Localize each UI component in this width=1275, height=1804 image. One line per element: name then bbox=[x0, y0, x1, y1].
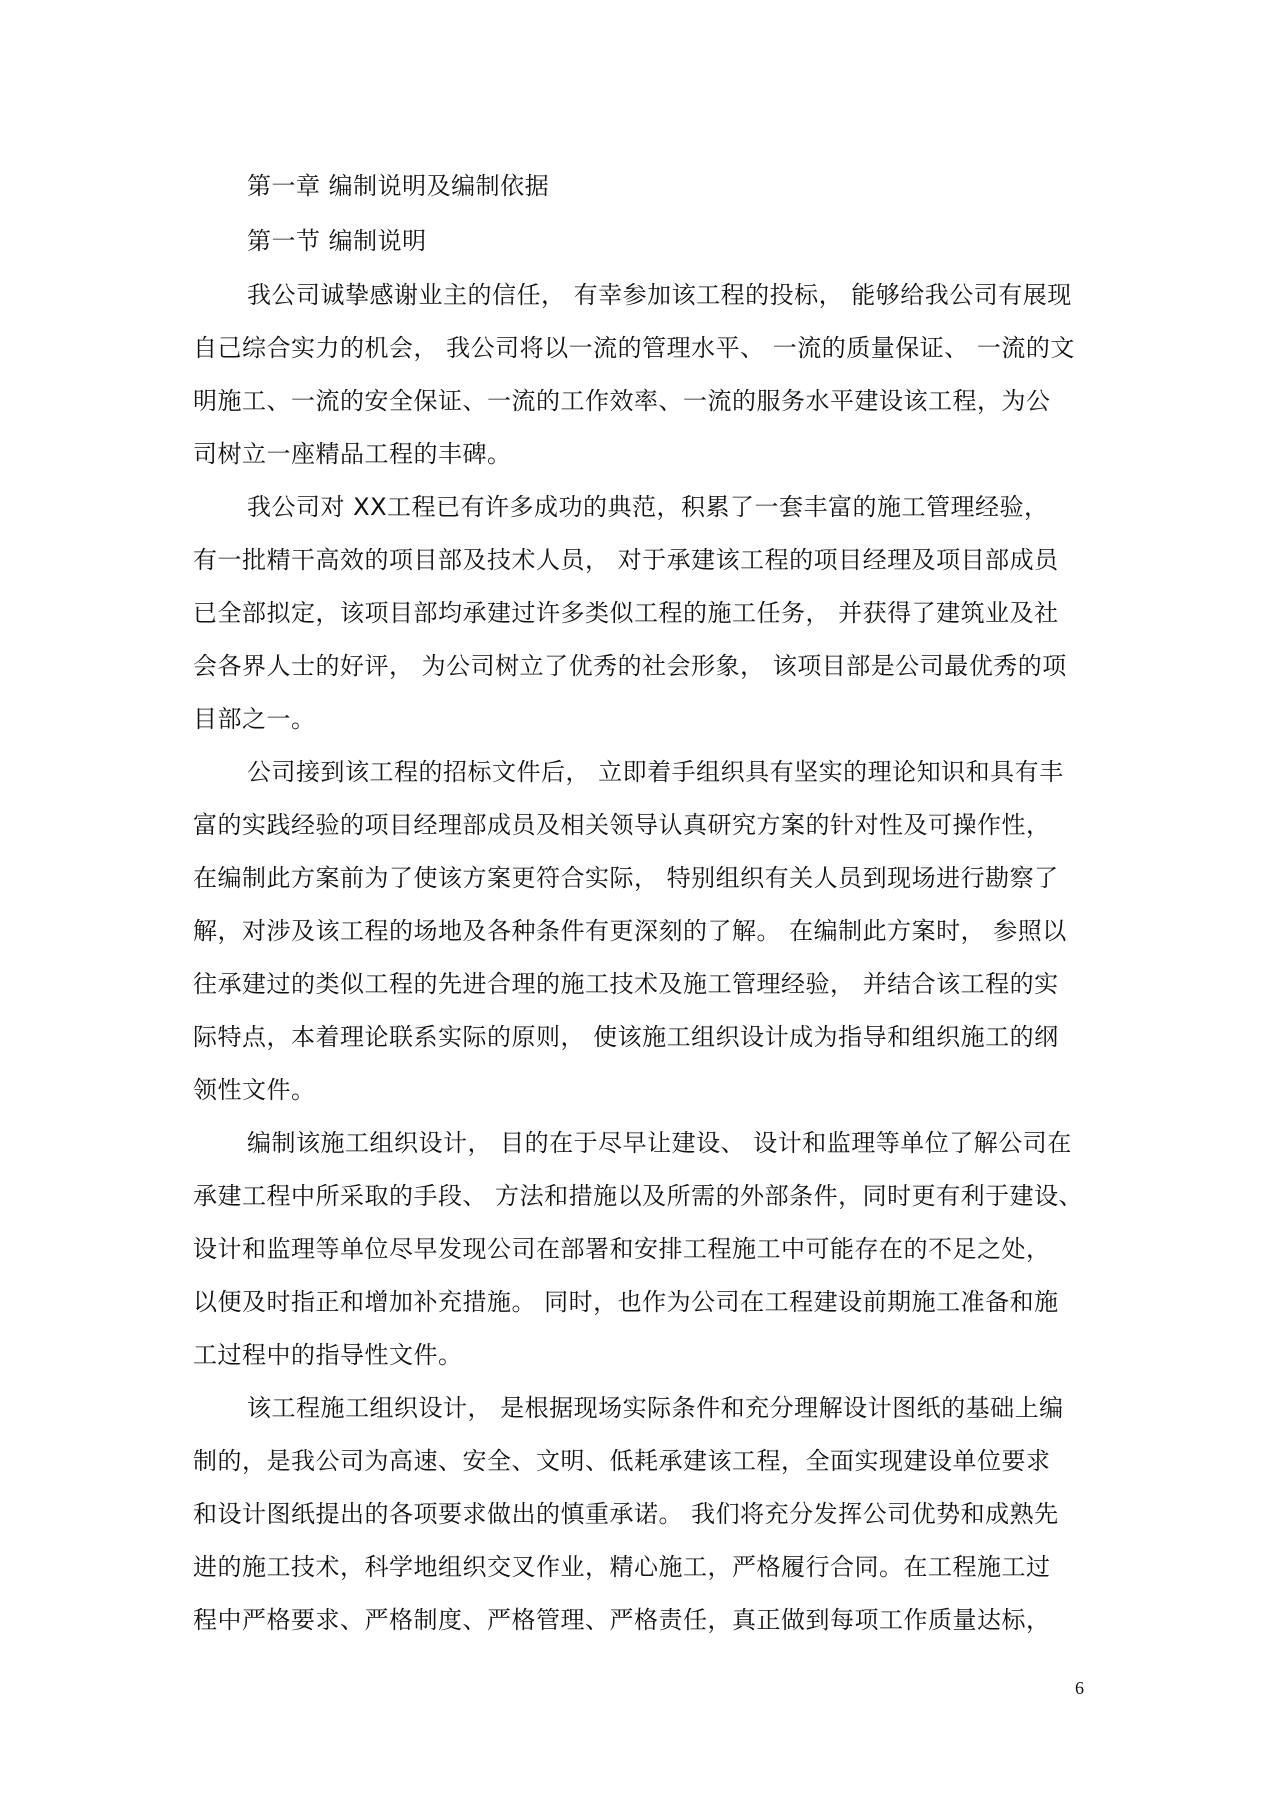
paragraph-line: 领性文件。 bbox=[193, 1076, 316, 1104]
paragraph-line: 我公司对 XX工程已有许多成功的典范，积累了一套丰富的施工管理经验， bbox=[247, 493, 1049, 521]
paragraph-line: 往承建过的类似工程的先进合理的施工技术及施工管理经验， 并结合该工程的实 bbox=[193, 970, 1059, 998]
paragraph-line: 设计和监理等单位尽早发现公司在部署和安排工程施工中可能存在的不足之处， bbox=[193, 1235, 1051, 1263]
paragraph-line: 以便及时指正和增加补充措施。 同时，也作为公司在工程建设前期施工准备和施 bbox=[193, 1288, 1059, 1316]
paragraph-line: 富的实践经验的项目经理部成员及相关领导认真研究方案的针对性及可操作性， bbox=[193, 811, 1051, 839]
paragraph-line: 公司接到该工程的招标文件后， 立即着手组织具有坚实的理论知识和具有丰 bbox=[247, 758, 1064, 786]
paragraph-line: 解，对涉及该工程的场地及各种条件有更深刻的了解。 在编制此方案时， 参照以 bbox=[193, 917, 1067, 945]
paragraph-line: 已全部拟定，该项目部均承建过许多类似工程的施工任务， 并获得了建筑业及社 bbox=[193, 599, 1059, 627]
paragraph-line: 目部之一。 bbox=[193, 705, 316, 733]
paragraph-line: 际特点，本着理论联系实际的原则， 使该施工组织设计成为指导和组织施工的纲 bbox=[193, 1023, 1059, 1051]
paragraph-line: 承建工程中所采取的手段、 方法和措施以及所需的外部条件，同时更有利于建设、 bbox=[193, 1182, 1084, 1210]
paragraph-line: 会各界人士的好评， 为公司树立了优秀的社会形象， 该项目部是公司最优秀的项 bbox=[193, 652, 1067, 680]
paragraph-line: 和设计图纸提出的各项要求做出的慎重承诺。 我们将充分发挥公司优势和成熟先 bbox=[193, 1500, 1059, 1528]
paragraph-line: 在编制此方案前为了使该方案更符合实际， 特别组织有关人员到现场进行勘察了 bbox=[193, 864, 1059, 892]
paragraph-line: 有一批精干高效的项目部及技术人员， 对于承建该工程的项目经理及项目部成员 bbox=[193, 546, 1059, 574]
paragraph-line: 进的施工技术，科学地组织交叉作业，精心施工，严格履行合同。在工程施工过 bbox=[193, 1553, 1051, 1581]
chapter-heading: 第一章 编制说明及编制依据 bbox=[247, 172, 550, 200]
paragraph-line: 程中严格要求、严格制度、严格管理、严格责任，真正做到每项工作质量达标， bbox=[193, 1606, 1051, 1634]
paragraph-line: 制的，是我公司为高速、安全、文明、低耗承建该工程，全面实现建设单位要求 bbox=[193, 1447, 1051, 1475]
page-number: 6 bbox=[1075, 1678, 1084, 1698]
paragraph-line: 编制该施工组织设计， 目的在于尽早让建设、 设计和监理等单位了解公司在 bbox=[247, 1129, 1072, 1157]
paragraph-line: 明施工、一流的安全保证、一流的工作效率、一流的服务水平建设该工程，为公 bbox=[193, 387, 1051, 415]
paragraph-line: 我公司诚挚感谢业主的信任， 有幸参加该工程的投标， 能够给我公司有展现 bbox=[247, 281, 1072, 309]
paragraph-line: 工过程中的指导性文件。 bbox=[193, 1341, 463, 1369]
paragraph-line: 自己综合实力的机会， 我公司将以一流的管理水平、 一流的质量保证、 一流的文 bbox=[193, 334, 1075, 362]
paragraph-line: 司树立一座精品工程的丰碑。 bbox=[193, 440, 512, 468]
paragraph-line: 该工程施工组织设计， 是根据现场实际条件和充分理解设计图纸的基础上编 bbox=[247, 1394, 1064, 1422]
section-heading: 第一节 编制说明 bbox=[247, 227, 427, 255]
